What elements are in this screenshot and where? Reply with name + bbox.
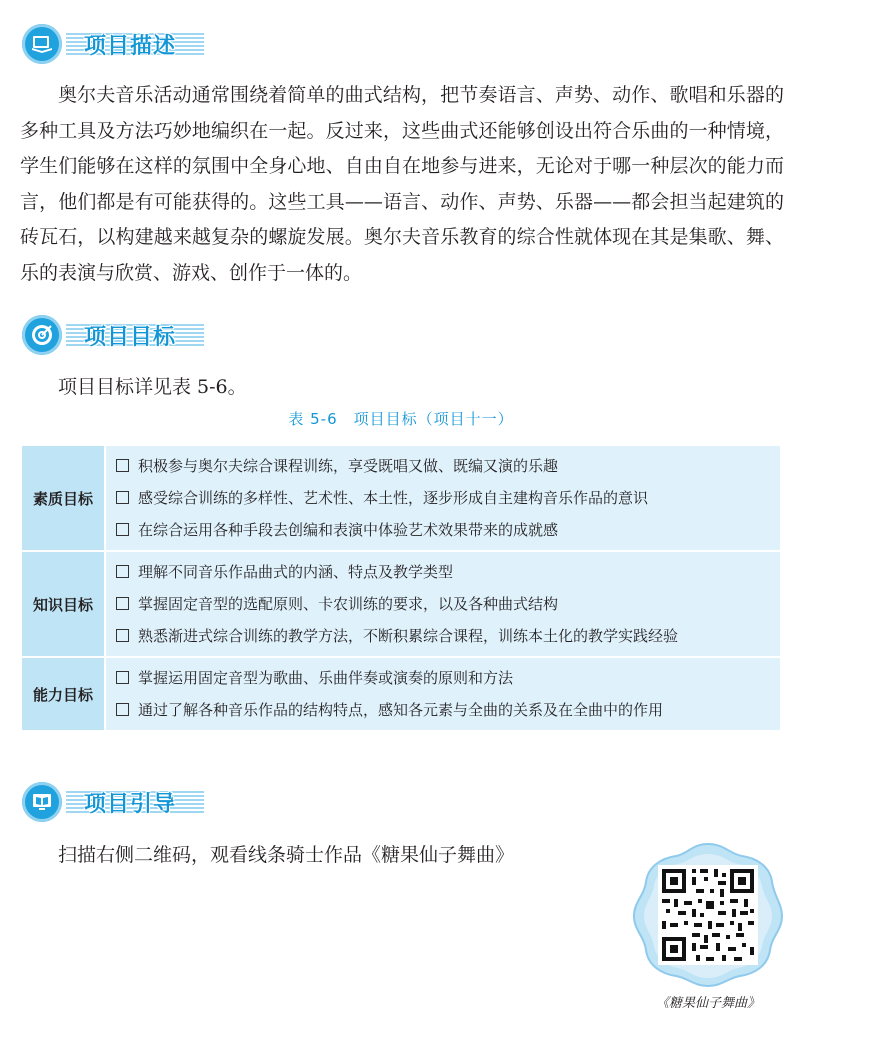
list-item: 熟悉渐进式综合训练的教学方法，不断积累综合课程，训练本土化的教学实践经验: [116, 620, 772, 652]
section-header-description: [22, 24, 212, 64]
table-items: [105, 445, 781, 551]
qr-caption: 《糖果仙子舞曲》: [655, 996, 760, 1011]
checkbox-icon: [116, 523, 129, 536]
table-category: 知识目标: [21, 551, 105, 657]
table-items: [105, 551, 781, 657]
section-header-guide: [22, 782, 212, 822]
list-item: 掌握运用固定音型为歌曲、乐曲伴奏或演奏的原则和方法: [116, 662, 772, 694]
table-row: [21, 551, 781, 657]
checkbox-icon: [116, 565, 129, 578]
open-book-icon: [22, 782, 62, 822]
checkbox-icon: [116, 671, 129, 684]
table-row: [21, 657, 781, 731]
table-items: [105, 657, 781, 731]
target-icon: [22, 315, 62, 355]
section-header-goals: [22, 315, 212, 355]
table-category: 素质目标: [21, 445, 105, 551]
list-item: 通过了解各种音乐作品的结构特点，感知各元素与全曲的关系及在全曲中的作用: [116, 694, 772, 726]
guide-text: 扫描右侧二维码，观看线条骑士作品《糖果仙子舞曲》: [58, 844, 515, 866]
goals-intro: 项目目标详见表 5-6。: [58, 376, 247, 398]
list-item: 感受综合训练的多样性、艺术性、本土性，逐步形成自主建构音乐作品的意识: [116, 482, 772, 514]
checkbox-icon: [116, 703, 129, 716]
table-category: 能力目标: [21, 657, 105, 731]
qr-code-icon: [632, 840, 784, 990]
section-title: 项目描述: [84, 34, 177, 59]
section-title: 项目引导: [84, 792, 177, 817]
list-item: 掌握固定音型的选配原则、卡农训练的要求，以及各种曲式结构: [116, 588, 772, 620]
checkbox-icon: [116, 491, 129, 504]
book-monitor-icon: [22, 24, 62, 64]
list-item: 理解不同音乐作品曲式的内涵、特点及教学类型: [116, 556, 772, 588]
qr-code-frame[interactable]: [632, 840, 784, 990]
checkbox-icon: [116, 629, 129, 642]
description-paragraph: 奥尔夫音乐活动通常围绕着简单的曲式结构，把节奏语言、声势、动作、歌唱和乐器的多种工具及方法巧妙地编织在一起。反过来，这些曲式还能够创设出符合乐曲的一种情境，学生们能够在这样的氛围中全身心地、自由自在地参与进来，无论对于哪一种层次的能力而言，他们都是有可能获得的。这些工具——语言、动作、声势、乐器——都会担当起建筑的砖瓦石，以构建越来越复杂的螺旋发展。奥尔夫音乐教育的综合性就体现在其是集歌、舞、乐的表演与欣赏、游戏、创作于一体的。: [20, 84, 784, 284]
checkbox-icon: [116, 597, 129, 610]
table-row: [21, 445, 781, 551]
table-caption: 表 5-6 项目目标（项目十一）: [288, 410, 514, 428]
list-item: 积极参与奥尔夫综合课程训练，享受既唱又做、既编又演的乐趣: [116, 450, 772, 482]
section-title: 项目目标: [84, 325, 177, 350]
list-item: 在综合运用各种手段去创编和表演中体验艺术效果带来的成就感: [116, 514, 772, 546]
goals-table: [20, 444, 782, 732]
checkbox-icon: [116, 459, 129, 472]
